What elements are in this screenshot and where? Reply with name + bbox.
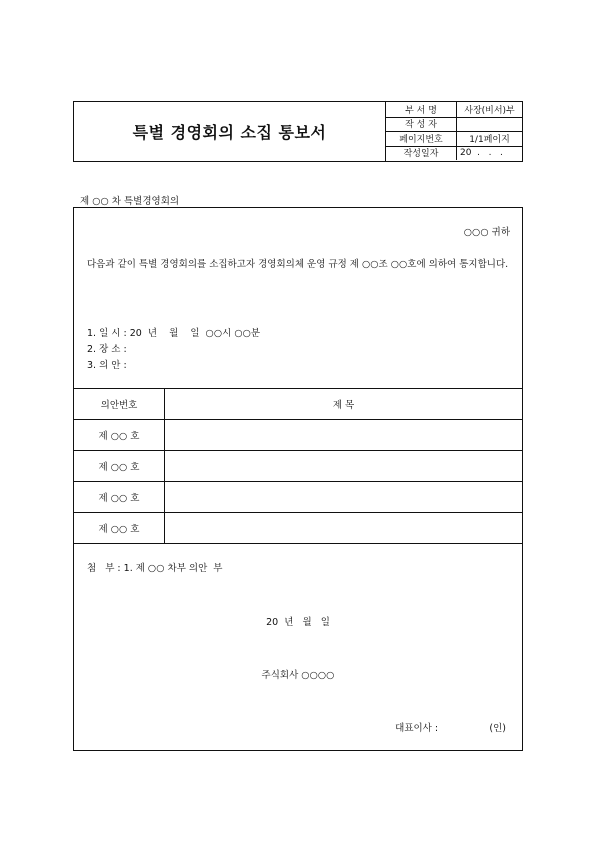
meta-label: 작 성 자 xyxy=(386,117,457,132)
agenda-title xyxy=(165,451,523,482)
meeting-number: 제 ○○ 차 특별경영회의 xyxy=(80,196,180,207)
company-name: 주식회사 ○○○○ xyxy=(261,670,335,681)
agenda-header-row xyxy=(74,389,522,420)
agenda-title xyxy=(165,420,523,451)
meta-row-author xyxy=(386,117,522,133)
meta-label: 작성일자 xyxy=(386,146,457,161)
meta-table xyxy=(385,102,522,161)
document-header xyxy=(73,101,523,162)
document-title: 특별 경영회의 소집 통보서 xyxy=(132,123,327,142)
agenda-title xyxy=(165,482,523,513)
meta-label: 부 서 명 xyxy=(386,102,457,117)
notice-text: 다음과 같이 특별 경영회의를 소집하고자 경영회의체 운영 규정 제 ○○조 ○○호에 의하여 통지합니다. xyxy=(87,259,509,270)
meta-value xyxy=(457,117,522,132)
meta-value: 사장(비서)부 xyxy=(464,105,515,116)
meta-value: 20 . . . xyxy=(460,147,503,158)
table-row xyxy=(74,513,522,544)
meta-label: 페이지번호 xyxy=(386,131,457,146)
representative-signature: 대표이사 : (인) xyxy=(395,723,506,734)
detail-datetime: 1. 일 시 : 20 년 월 일 ○○시 ○○분 xyxy=(87,328,261,339)
detail-agenda: 3. 의 안 : xyxy=(87,360,127,371)
attachment-line: 첨 부 : 1. 제 ○○ 차부 의안 부 xyxy=(87,563,223,574)
agenda-number: 제 ○○ 호 xyxy=(74,482,165,513)
agenda-col-number: 의안번호 xyxy=(74,389,165,420)
agenda-col-title: 제 목 xyxy=(165,389,523,420)
issue-date: 20 년 월 일 xyxy=(266,617,330,628)
meta-row-department xyxy=(386,102,522,118)
meta-row-date xyxy=(386,146,522,161)
agenda-title xyxy=(165,513,523,544)
recipient: ○○○ 귀하 xyxy=(463,227,510,238)
agenda-number: 제 ○○ 호 xyxy=(74,420,165,451)
meta-value: 1/1페이지 xyxy=(469,134,510,145)
agenda-table xyxy=(74,388,522,544)
table-row xyxy=(74,451,522,482)
meta-row-page xyxy=(386,131,522,147)
table-row xyxy=(74,482,522,513)
notice-body xyxy=(73,207,523,751)
agenda-number: 제 ○○ 호 xyxy=(74,513,165,544)
meeting-details xyxy=(87,326,260,374)
agenda-number: 제 ○○ 호 xyxy=(74,451,165,482)
table-row xyxy=(74,420,522,451)
detail-place: 2. 장 소 : xyxy=(87,344,127,355)
